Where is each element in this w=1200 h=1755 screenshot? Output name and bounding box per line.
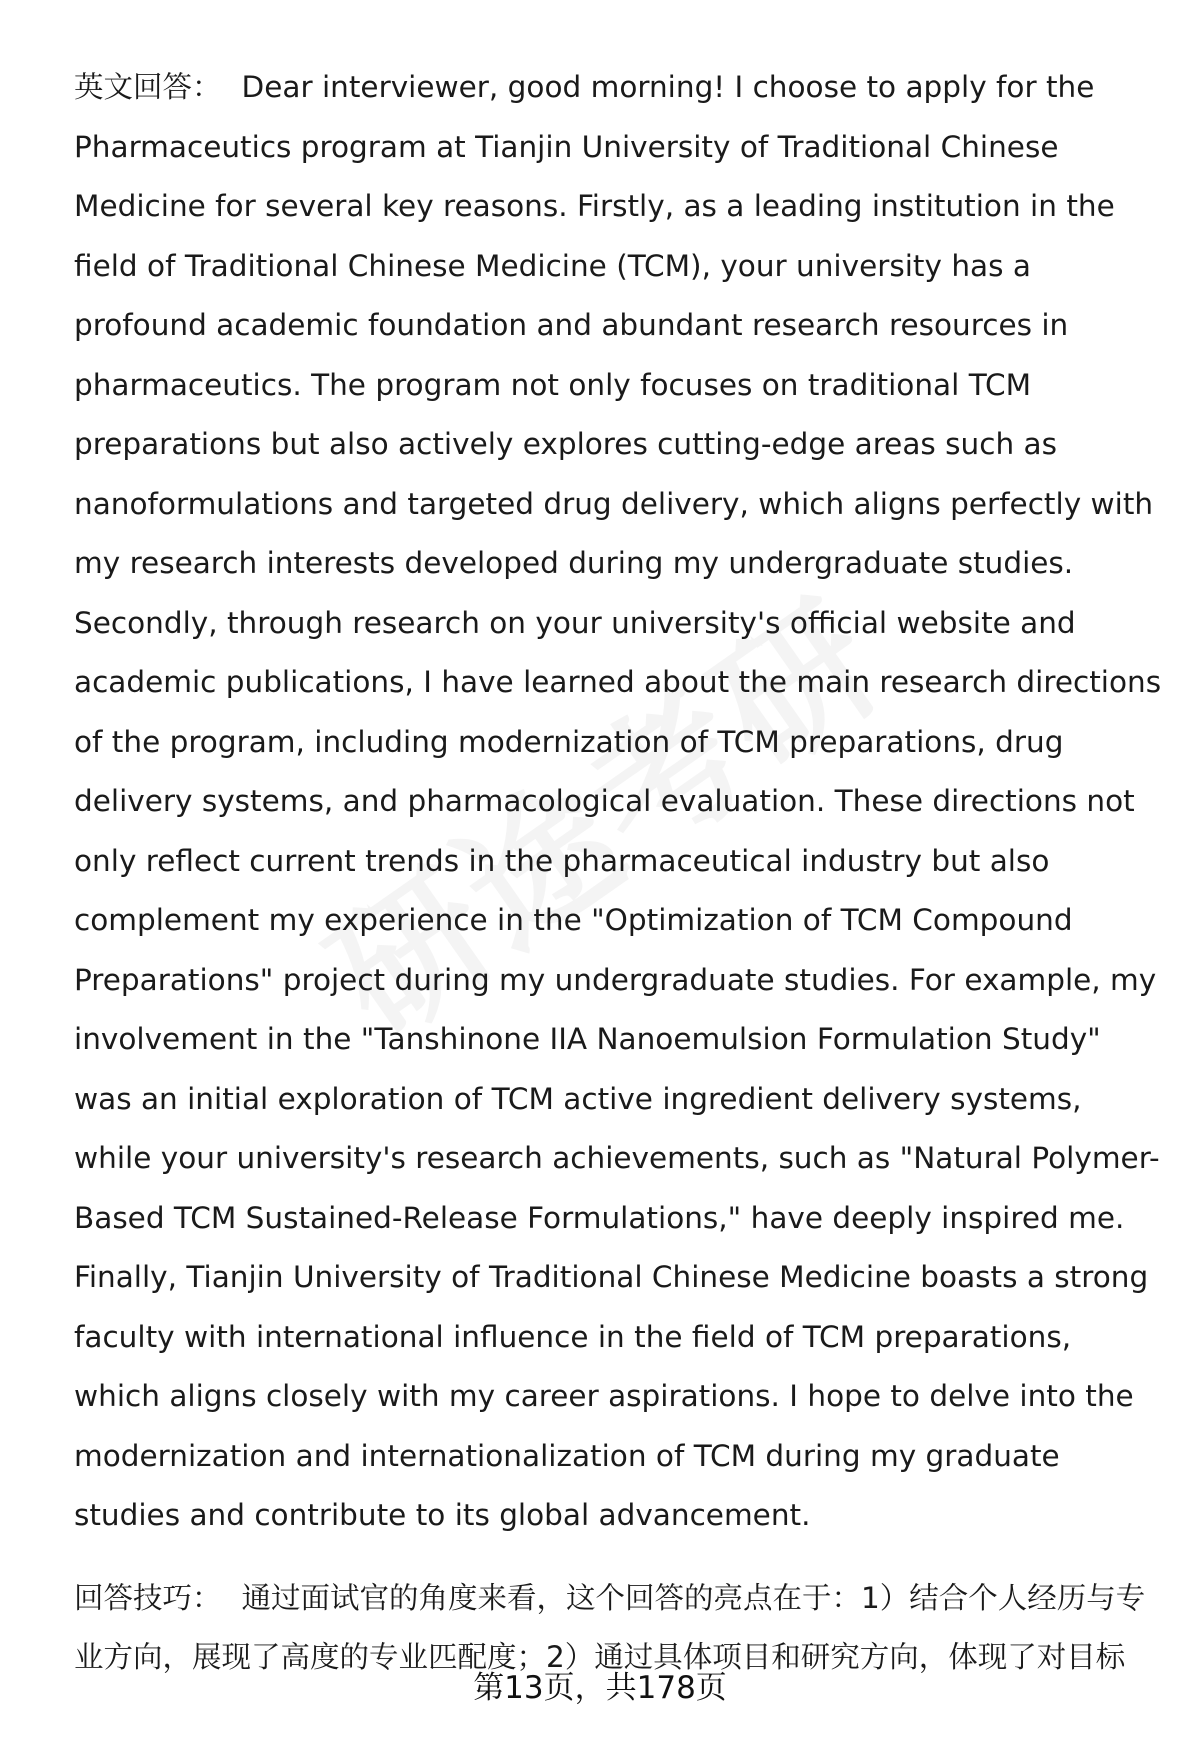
document-body xyxy=(74,58,1164,1688)
english-answer-text: Dear interviewer, good morning! I choose to apply for the Pharmaceutics program at Tianjin University of Traditional Chinese Medicine for several key reasons. Firstly, as a leading institution in the field of Traditional Chinese Medicine (TCM), your university has a profound academic foundation and abundant research resources in pharmaceutics. The program not only focuses on traditional TCM preparations but also actively explores cutting-edge areas such as nanoformulations and targeted drug delivery, which aligns perfectly with my research interests developed during my undergraduate studies. Secondly, through research on your university's official website and academic publications, I have learned about the main research directions of the program, including modernization of TCM preparations, drug delivery systems, and pharmacological evaluation. These directions not only reflect current trends in the pharmaceutical industry but also complement my experience in the "Optimization of TCM Compound Preparations" project during my undergraduate studies. For example, my involvement in the "Tanshinone IIA Nanoemulsion Formulation Study" was an initial exploration of TCM active ingredient delivery systems, while your university's research achievements, such as "Natural Polymer-Based TCM Sustained-Release Formulations," have deeply inspired me. Finally, Tianjin University of Traditional Chinese Medicine boasts a strong faculty with international influence in the field of TCM preparations, which aligns closely with my career aspirations. I hope to delve into the modernization and internationalization of TCM during my graduate studies and contribute to its global advancement. xyxy=(74,70,1162,1532)
english-answer-label: 英文回答： xyxy=(74,70,222,104)
page-number: 第13页，共178页 xyxy=(473,1670,727,1706)
answer-tips-text: 通过面试官的角度来看，这个回答的亮点在于：1）结合个人经历与专业方向，展现了高度的专业匹配度；2）通过具体项目和研究方向，体现了对目标 xyxy=(74,1580,1146,1674)
english-answer-paragraph xyxy=(74,58,1164,1546)
answer-tips-label: 回答技巧： xyxy=(74,1580,222,1615)
